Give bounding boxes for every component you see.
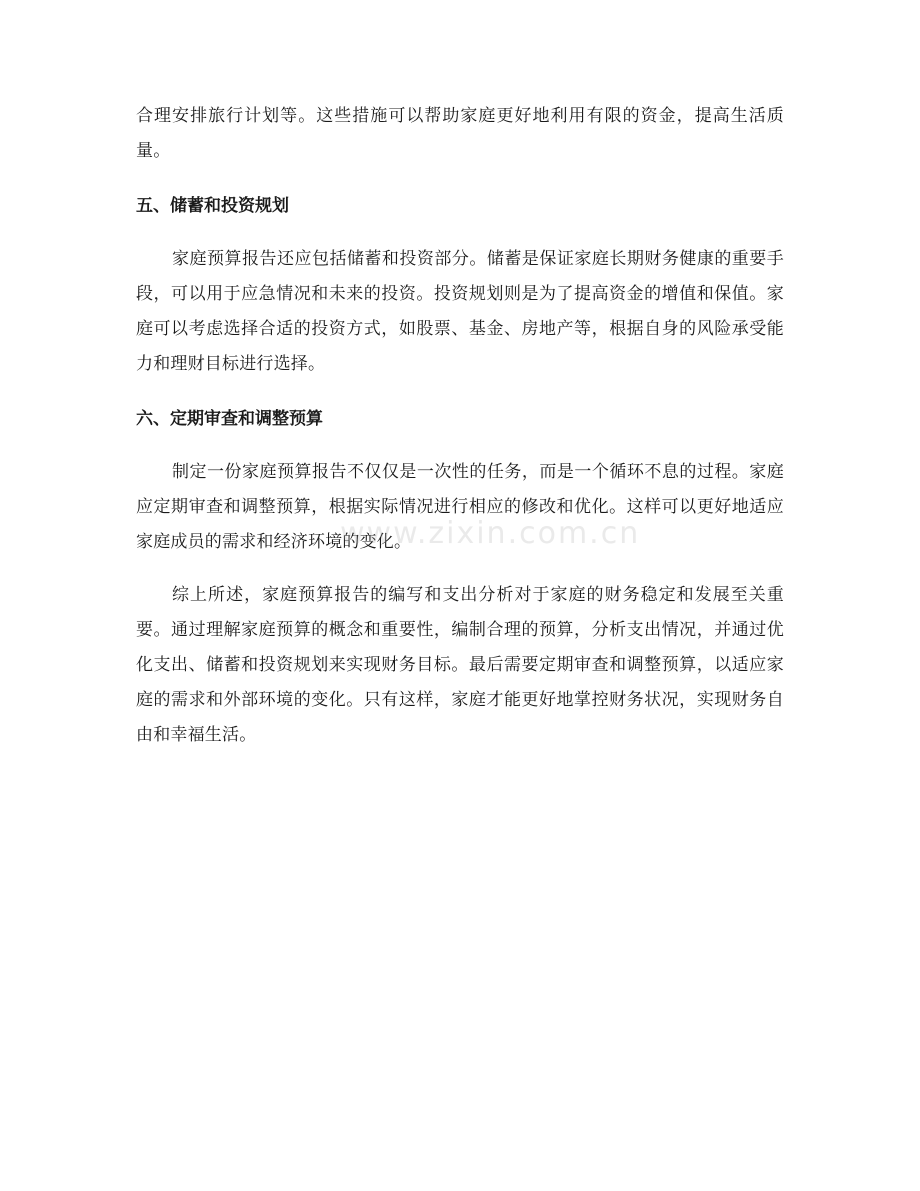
intro-tail-paragraph: 合理安排旅行计划等。这些措施可以帮助家庭更好地利用有限的资金，提高生活质量。 [136,106,784,161]
section-6-heading: 六、定期审查和调整预算 [136,409,323,429]
conclusion-paragraph: 综上所述，家庭预算报告的编写和支出分析对于家庭的财务稳定和发展至关重要。通过理解家庭预算的概念和重要性，编制合理的预算，分析支出情况，并通过优化支出、储蓄和投资规划来实现财务目标。最后需要定期审查和调整预算，以适应家庭的需求和外部环境的变化。只有这样，家庭才能更好地掌控财务状况，实现财务自由和幸福生活。 [136,585,784,745]
section-6-paragraph: 制定一份家庭预算报告不仅仅是一次性的任务，而是一个循环不息的过程。家庭应定期审查和调整预算，根据实际情况进行相应的修改和优化。这样可以更好地适应家庭成员的需求和经济环境的变化。 [136,462,784,552]
watermark-text: www.zixin.com.cn [340,516,641,551]
document-body [136,99,784,753]
section-5-paragraph: 家庭预算报告还应包括储蓄和投资部分。储蓄是保证家庭长期财务健康的重要手段，可以用于应急情况和未来的投资。投资规划则是为了提高资金的增值和保值。家庭可以考虑选择合适的投资方式，如股票、基金、房地产等，根据自身的风险承受能力和理财目标进行选择。 [136,249,784,374]
section-5-heading: 五、储蓄和投资规划 [136,196,289,216]
